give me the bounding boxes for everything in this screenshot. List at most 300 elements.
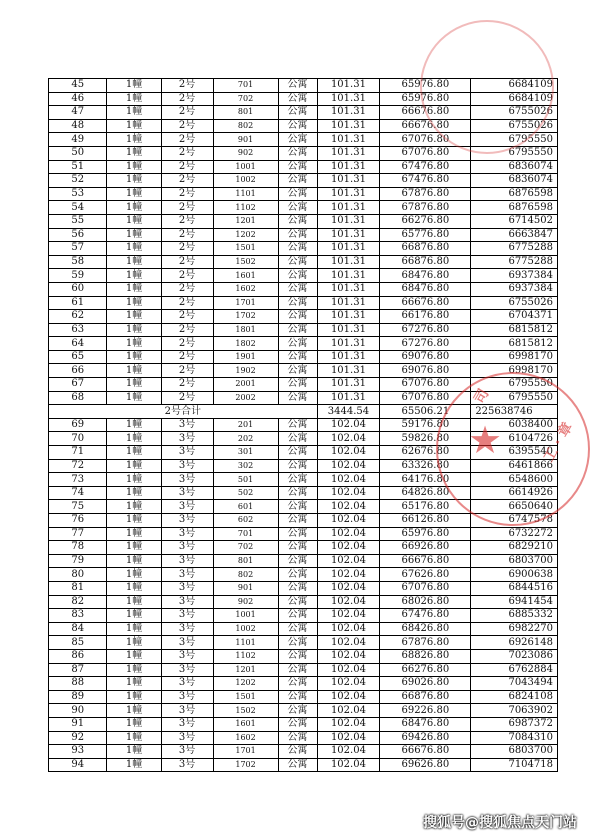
area-cell: 101.31 (317, 269, 380, 283)
area-cell: 102.04 (317, 581, 380, 595)
table-row (49, 391, 558, 405)
room-cell: 202 (213, 432, 278, 446)
total-price-cell: 6663847 (471, 228, 558, 242)
usage-cell: 公寓 (278, 418, 317, 432)
unit-price-cell: 64826.80 (380, 486, 471, 500)
room-cell: 1002 (213, 622, 278, 636)
row-no-cell: 67 (49, 378, 107, 392)
row-no-cell: 52 (49, 174, 107, 188)
room-cell: 2001 (213, 378, 278, 392)
unit-price-cell: 65976.80 (380, 527, 471, 541)
unit-price-cell: 69426.80 (380, 731, 471, 745)
building-cell: 1幢 (107, 649, 161, 663)
unit-price-cell: 66926.80 (380, 541, 471, 555)
total-price-cell: 6104726 (471, 432, 558, 446)
building-cell: 1幢 (107, 106, 161, 120)
building-cell: 1幢 (107, 595, 161, 609)
unit-cell: 3号 (161, 731, 213, 745)
room-cell: 901 (213, 581, 278, 595)
room-cell: 601 (213, 500, 278, 514)
area-cell: 101.31 (317, 174, 380, 188)
row-no-cell: 77 (49, 527, 107, 541)
unit-price-cell: 66276.80 (380, 214, 471, 228)
unit-cell: 3号 (161, 418, 213, 432)
table-row (49, 595, 558, 609)
total-price-cell: 6937384 (471, 282, 558, 296)
area-cell: 102.04 (317, 745, 380, 759)
total-price-cell: 6755026 (471, 106, 558, 120)
room-cell: 1101 (213, 636, 278, 650)
area-cell: 102.04 (317, 758, 380, 772)
row-no-cell: 84 (49, 622, 107, 636)
unit-cell: 3号 (161, 636, 213, 650)
area-cell: 102.04 (317, 514, 380, 528)
building-cell: 1幢 (107, 704, 161, 718)
room-cell: 301 (213, 446, 278, 460)
total-price-cell: 6038400 (471, 418, 558, 432)
area-cell: 102.04 (317, 677, 380, 691)
table-row (49, 296, 558, 310)
unit-cell: 2号 (161, 106, 213, 120)
row-no-cell: 58 (49, 255, 107, 269)
total-price-cell: 6795550 (471, 391, 558, 405)
row-no-cell: 49 (49, 133, 107, 147)
usage-cell: 公寓 (278, 432, 317, 446)
row-no-cell: 76 (49, 514, 107, 528)
total-price-cell: 7063902 (471, 704, 558, 718)
room-cell: 1201 (213, 214, 278, 228)
building-cell: 1幢 (107, 228, 161, 242)
building-cell: 1幢 (107, 486, 161, 500)
row-no-cell: 71 (49, 446, 107, 460)
row-no-cell: 82 (49, 595, 107, 609)
building-cell: 1幢 (107, 214, 161, 228)
total-price-cell: 6803700 (471, 554, 558, 568)
area-cell: 101.31 (317, 350, 380, 364)
area-cell: 102.04 (317, 704, 380, 718)
unit-price-cell: 66276.80 (380, 663, 471, 677)
building-cell: 1幢 (107, 364, 161, 378)
area-cell: 102.04 (317, 609, 380, 623)
total-price-cell: 7104718 (471, 758, 558, 772)
building-cell: 1幢 (107, 92, 161, 106)
row-no-cell: 65 (49, 350, 107, 364)
row-no-cell: 83 (49, 609, 107, 623)
usage-cell: 公寓 (278, 119, 317, 133)
building-cell: 1幢 (107, 282, 161, 296)
area-cell: 102.04 (317, 622, 380, 636)
room-cell: 302 (213, 459, 278, 473)
row-no-cell: 62 (49, 310, 107, 324)
row-no-cell: 90 (49, 704, 107, 718)
area-cell: 102.04 (317, 418, 380, 432)
unit-price-cell: 69226.80 (380, 704, 471, 718)
building-cell: 1幢 (107, 133, 161, 147)
building-cell: 1幢 (107, 459, 161, 473)
table-row (49, 717, 558, 731)
room-cell: 501 (213, 473, 278, 487)
area-cell: 101.31 (317, 242, 380, 256)
usage-cell: 公寓 (278, 677, 317, 691)
area-cell: 101.31 (317, 391, 380, 405)
total-price-cell: 6795550 (471, 378, 558, 392)
unit-price-cell: 67076.80 (380, 581, 471, 595)
table-row (49, 187, 558, 201)
building-cell: 1幢 (107, 255, 161, 269)
total-price-cell: 6650640 (471, 500, 558, 514)
building-cell: 1幢 (107, 609, 161, 623)
building-cell: 1幢 (107, 581, 161, 595)
row-no-cell: 48 (49, 119, 107, 133)
unit-cell: 3号 (161, 486, 213, 500)
total-price-cell: 6998170 (471, 364, 558, 378)
area-cell: 101.31 (317, 92, 380, 106)
usage-cell: 公寓 (278, 609, 317, 623)
area-cell: 101.31 (317, 296, 380, 310)
table-row (49, 677, 558, 691)
usage-cell: 公寓 (278, 187, 317, 201)
room-cell: 2002 (213, 391, 278, 405)
unit-cell: 2号 (161, 255, 213, 269)
table-row (49, 133, 558, 147)
area-cell: 102.04 (317, 595, 380, 609)
unit-price-cell: 68476.80 (380, 269, 471, 283)
usage-cell: 公寓 (278, 79, 317, 93)
row-no-cell: 86 (49, 649, 107, 663)
building-cell: 1幢 (107, 446, 161, 460)
unit-cell: 2号 (161, 364, 213, 378)
table-row (49, 745, 558, 759)
table-row (49, 609, 558, 623)
unit-price-cell: 64176.80 (380, 473, 471, 487)
total-price-cell: 6714502 (471, 214, 558, 228)
row-no-cell: 72 (49, 459, 107, 473)
area-cell: 101.31 (317, 228, 380, 242)
usage-cell: 公寓 (278, 255, 317, 269)
unit-cell: 3号 (161, 622, 213, 636)
unit-price-cell: 69026.80 (380, 677, 471, 691)
room-cell: 801 (213, 554, 278, 568)
total-price-cell: 7084310 (471, 731, 558, 745)
building-cell: 1幢 (107, 432, 161, 446)
unit-cell: 3号 (161, 459, 213, 473)
unit-price-cell: 69076.80 (380, 350, 471, 364)
unit-cell: 2号 (161, 242, 213, 256)
room-cell: 801 (213, 106, 278, 120)
room-cell: 1902 (213, 364, 278, 378)
table-row (49, 636, 558, 650)
total-price-cell: 6926148 (471, 636, 558, 650)
unit-price-cell: 67476.80 (380, 609, 471, 623)
unit-cell: 2号 (161, 350, 213, 364)
room-cell: 1102 (213, 201, 278, 215)
row-no-cell: 85 (49, 636, 107, 650)
unit-cell: 3号 (161, 432, 213, 446)
subtotal-label: 2号合计 (49, 405, 318, 419)
usage-cell: 公寓 (278, 391, 317, 405)
area-cell: 101.31 (317, 323, 380, 337)
usage-cell: 公寓 (278, 541, 317, 555)
room-cell: 1701 (213, 745, 278, 759)
usage-cell: 公寓 (278, 622, 317, 636)
total-price-cell: 6937384 (471, 269, 558, 283)
total-price-cell: 6803700 (471, 745, 558, 759)
usage-cell: 公寓 (278, 364, 317, 378)
unit-cell: 3号 (161, 514, 213, 528)
room-cell: 1602 (213, 731, 278, 745)
building-cell: 1幢 (107, 418, 161, 432)
total-price-cell: 6755026 (471, 119, 558, 133)
area-cell: 101.31 (317, 187, 380, 201)
area-cell: 101.31 (317, 310, 380, 324)
area-cell: 102.04 (317, 568, 380, 582)
room-cell: 1701 (213, 296, 278, 310)
usage-cell: 公寓 (278, 731, 317, 745)
area-cell: 102.04 (317, 500, 380, 514)
room-cell: 1202 (213, 228, 278, 242)
building-cell: 1幢 (107, 500, 161, 514)
table-row (49, 758, 558, 772)
unit-cell: 2号 (161, 92, 213, 106)
usage-cell: 公寓 (278, 323, 317, 337)
table-row (49, 160, 558, 174)
row-no-cell: 81 (49, 581, 107, 595)
unit-cell: 3号 (161, 609, 213, 623)
unit-price-cell: 69626.80 (380, 758, 471, 772)
table-row (49, 201, 558, 215)
usage-cell: 公寓 (278, 459, 317, 473)
row-no-cell: 54 (49, 201, 107, 215)
unit-cell: 3号 (161, 595, 213, 609)
table-row (49, 92, 558, 106)
row-no-cell: 63 (49, 323, 107, 337)
row-no-cell: 64 (49, 337, 107, 351)
table-row (49, 269, 558, 283)
area-cell: 102.04 (317, 717, 380, 731)
total-price-cell: 6548600 (471, 473, 558, 487)
row-no-cell: 94 (49, 758, 107, 772)
room-cell: 802 (213, 568, 278, 582)
area-cell: 102.04 (317, 731, 380, 745)
building-cell: 1幢 (107, 622, 161, 636)
building-cell: 1幢 (107, 391, 161, 405)
usage-cell: 公寓 (278, 704, 317, 718)
area-cell: 102.04 (317, 649, 380, 663)
area-cell: 101.31 (317, 337, 380, 351)
total-price-cell: 6987372 (471, 717, 558, 731)
usage-cell: 公寓 (278, 568, 317, 582)
total-price-cell: 6941454 (471, 595, 558, 609)
unit-cell: 2号 (161, 378, 213, 392)
unit-price-cell: 65176.80 (380, 500, 471, 514)
building-cell: 1幢 (107, 663, 161, 677)
unit-cell: 3号 (161, 541, 213, 555)
table-row (49, 174, 558, 188)
area-cell: 101.31 (317, 106, 380, 120)
usage-cell: 公寓 (278, 337, 317, 351)
usage-cell: 公寓 (278, 160, 317, 174)
row-no-cell: 87 (49, 663, 107, 677)
table-row (49, 364, 558, 378)
unit-price-cell: 67276.80 (380, 323, 471, 337)
unit-cell: 3号 (161, 581, 213, 595)
building-cell: 1幢 (107, 378, 161, 392)
row-no-cell: 68 (49, 391, 107, 405)
building-cell: 1幢 (107, 323, 161, 337)
unit-price-cell: 69076.80 (380, 364, 471, 378)
unit-price-cell: 66676.80 (380, 745, 471, 759)
area-cell: 101.31 (317, 133, 380, 147)
room-cell: 602 (213, 514, 278, 528)
row-no-cell: 92 (49, 731, 107, 745)
row-no-cell: 45 (49, 79, 107, 93)
area-cell: 102.04 (317, 663, 380, 677)
row-no-cell: 50 (49, 146, 107, 160)
room-cell: 1201 (213, 663, 278, 677)
building-cell: 1幢 (107, 717, 161, 731)
area-cell: 102.04 (317, 446, 380, 460)
table-row (49, 310, 558, 324)
room-cell: 1702 (213, 310, 278, 324)
unit-price-cell: 67276.80 (380, 337, 471, 351)
building-cell: 1幢 (107, 527, 161, 541)
total-price-cell: 6815812 (471, 323, 558, 337)
table-row (49, 554, 558, 568)
building-cell: 1幢 (107, 337, 161, 351)
area-cell: 102.04 (317, 459, 380, 473)
row-no-cell: 93 (49, 745, 107, 759)
row-no-cell: 55 (49, 214, 107, 228)
building-cell: 1幢 (107, 174, 161, 188)
unit-price-cell: 59826.80 (380, 432, 471, 446)
unit-price-cell: 68026.80 (380, 595, 471, 609)
usage-cell: 公寓 (278, 378, 317, 392)
area-cell: 102.04 (317, 554, 380, 568)
subtotal-area: 3444.54 (317, 405, 380, 419)
unit-price-cell: 65976.80 (380, 79, 471, 93)
area-cell: 101.31 (317, 214, 380, 228)
subtotal-total: 225638746 (471, 405, 558, 419)
row-no-cell: 91 (49, 717, 107, 731)
unit-price-cell: 66676.80 (380, 119, 471, 133)
total-price-cell: 6795550 (471, 133, 558, 147)
area-cell: 102.04 (317, 473, 380, 487)
unit-price-cell: 66876.80 (380, 255, 471, 269)
unit-price-cell: 65776.80 (380, 228, 471, 242)
unit-cell: 2号 (161, 296, 213, 310)
building-cell: 1幢 (107, 296, 161, 310)
room-cell: 1801 (213, 323, 278, 337)
total-price-cell: 6684109 (471, 92, 558, 106)
room-cell: 1002 (213, 174, 278, 188)
unit-price-cell: 67876.80 (380, 187, 471, 201)
building-cell: 1幢 (107, 350, 161, 364)
total-price-cell: 6795550 (471, 146, 558, 160)
table-row (49, 541, 558, 555)
building-cell: 1幢 (107, 310, 161, 324)
seal-text-2: 工 · 章 (540, 419, 577, 466)
total-price-cell: 6824108 (471, 690, 558, 704)
room-cell: 1601 (213, 269, 278, 283)
unit-cell: 2号 (161, 187, 213, 201)
unit-cell: 2号 (161, 133, 213, 147)
table-row (49, 214, 558, 228)
row-no-cell: 46 (49, 92, 107, 106)
total-price-cell: 6836074 (471, 160, 558, 174)
seal-text: 司 (471, 386, 493, 407)
unit-cell: 2号 (161, 201, 213, 215)
total-price-cell: 6844516 (471, 581, 558, 595)
room-cell: 502 (213, 486, 278, 500)
unit-price-cell: 67476.80 (380, 174, 471, 188)
table-row (49, 486, 558, 500)
unit-price-cell: 68476.80 (380, 282, 471, 296)
unit-price-cell: 67076.80 (380, 133, 471, 147)
table-row (49, 473, 558, 487)
room-cell: 1001 (213, 160, 278, 174)
usage-cell: 公寓 (278, 350, 317, 364)
usage-cell: 公寓 (278, 527, 317, 541)
area-cell: 101.31 (317, 119, 380, 133)
usage-cell: 公寓 (278, 92, 317, 106)
usage-cell: 公寓 (278, 649, 317, 663)
total-price-cell: 7043494 (471, 677, 558, 691)
area-cell: 102.04 (317, 527, 380, 541)
unit-cell: 3号 (161, 527, 213, 541)
room-cell: 701 (213, 79, 278, 93)
room-cell: 1502 (213, 704, 278, 718)
room-cell: 1602 (213, 282, 278, 296)
total-price-cell: 6775288 (471, 255, 558, 269)
table-row (49, 350, 558, 364)
row-no-cell: 66 (49, 364, 107, 378)
room-cell: 802 (213, 119, 278, 133)
area-cell: 101.31 (317, 160, 380, 174)
unit-price-cell: 67076.80 (380, 146, 471, 160)
unit-cell: 3号 (161, 554, 213, 568)
unit-cell: 3号 (161, 446, 213, 460)
table-row (49, 731, 558, 745)
row-no-cell: 61 (49, 296, 107, 310)
table-row (49, 649, 558, 663)
row-no-cell: 74 (49, 486, 107, 500)
usage-cell: 公寓 (278, 201, 317, 215)
total-price-cell: 6775288 (471, 242, 558, 256)
room-cell: 201 (213, 418, 278, 432)
usage-cell: 公寓 (278, 174, 317, 188)
table-row (49, 228, 558, 242)
table-row (49, 146, 558, 160)
room-cell: 1101 (213, 187, 278, 201)
area-cell: 102.04 (317, 541, 380, 555)
unit-price-cell: 66126.80 (380, 514, 471, 528)
table-row (49, 690, 558, 704)
row-no-cell: 57 (49, 242, 107, 256)
building-cell: 1幢 (107, 731, 161, 745)
total-price-cell: 6876598 (471, 201, 558, 215)
building-cell: 1幢 (107, 473, 161, 487)
table-row (49, 119, 558, 133)
total-price-cell: 6704371 (471, 310, 558, 324)
unit-cell: 2号 (161, 79, 213, 93)
room-cell: 701 (213, 527, 278, 541)
unit-cell: 3号 (161, 500, 213, 514)
unit-cell: 3号 (161, 677, 213, 691)
room-cell: 1702 (213, 758, 278, 772)
table-row (49, 255, 558, 269)
building-cell: 1幢 (107, 160, 161, 174)
row-no-cell: 89 (49, 690, 107, 704)
